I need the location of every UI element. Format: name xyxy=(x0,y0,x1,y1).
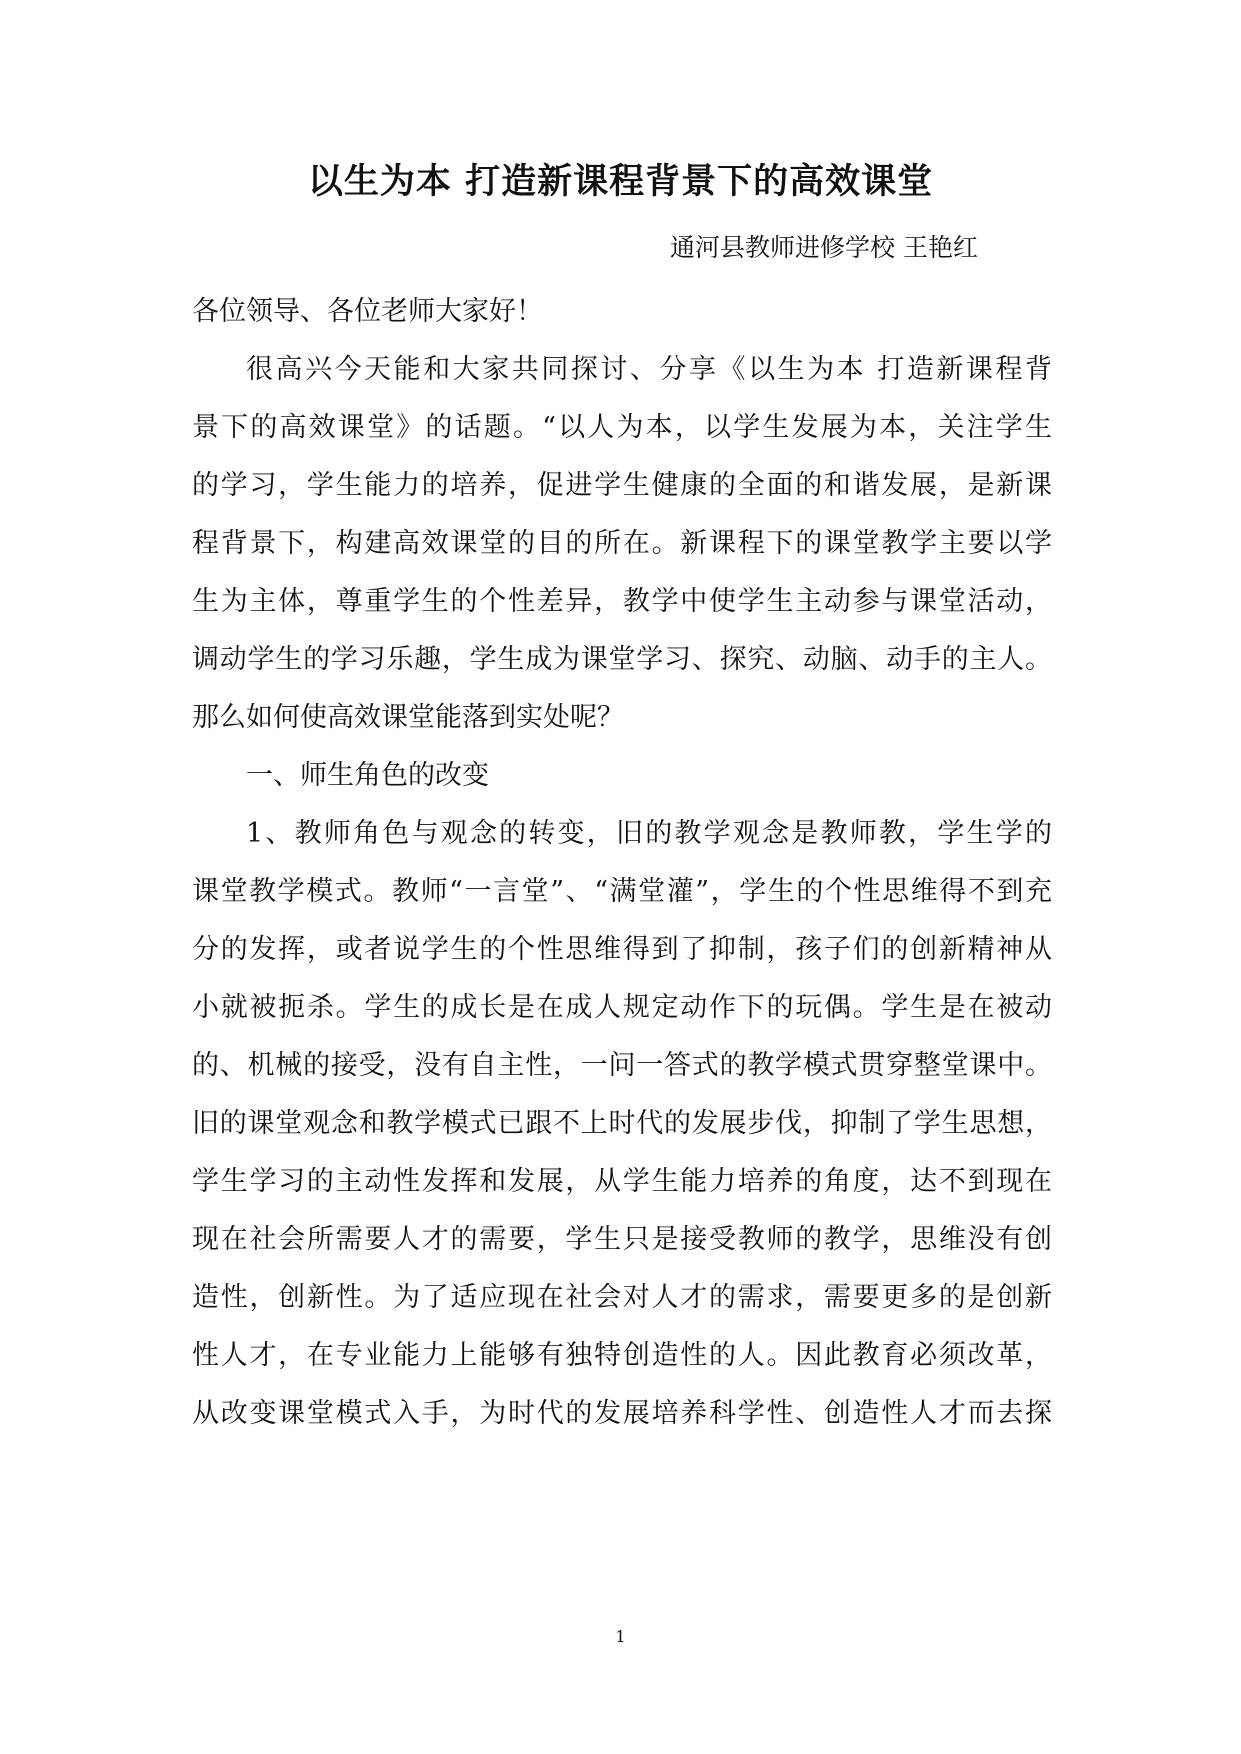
paragraph-line: 现在社会所需要人才的需要，学生只是接受教师的教学，思维没有创 xyxy=(192,1224,1052,1255)
paragraph-line: 调动学生的学习乐趣，学生成为课堂学习、探究、动脑、动手的主人。 xyxy=(192,644,1052,675)
paragraph-line: 的学习，学生能力的培养，促进学生健康的全面的和谐发展，是新课 xyxy=(192,470,1052,501)
section-heading: 一、师生角色的改变 xyxy=(246,760,489,791)
document-title: 以生为本 打造新课程背景下的高效课堂 xyxy=(307,161,934,202)
paragraph-line: 很高兴今天能和大家共同探讨、分享《以生为本 打造新课程背 xyxy=(246,354,1052,385)
paragraph-line: 课堂教学模式。教师“一言堂”、“满堂灌”，学生的个性思维得不到充 xyxy=(192,876,1052,907)
paragraph-line: 分的发挥，或者说学生的个性思维得到了抑制，孩子们的创新精神从 xyxy=(192,934,1052,965)
paragraph-line: 的、机械的接受，没有自主性，一问一答式的教学模式贯穿整堂课中。 xyxy=(192,1050,1052,1081)
author-line: 通河县教师进修学校 王艳红 xyxy=(670,233,978,262)
page-number: 1 xyxy=(615,1627,626,1646)
greeting-line: 各位领导、各位老师大家好！ xyxy=(192,296,543,327)
paragraph-line: 从改变课堂模式入手，为时代的发展培养科学性、创造性人才而去探 xyxy=(192,1398,1052,1429)
paragraph-line: 景下的高效课堂》的话题。“以人为本，以学生发展为本，关注学生 xyxy=(192,412,1052,443)
paragraph-line: 小就被扼杀。学生的成长是在成人规定动作下的玩偶。学生是在被动 xyxy=(192,992,1052,1023)
paragraph-line: 学生学习的主动性发挥和发展，从学生能力培养的角度，达不到现在 xyxy=(192,1166,1052,1197)
paragraph-line: 造性，创新性。为了适应现在社会对人才的需求，需要更多的是创新 xyxy=(192,1282,1052,1313)
paragraph-line: 生为主体，尊重学生的个性差异，教学中使学生主动参与课堂活动， xyxy=(192,586,1052,617)
paragraph-line: 1、教师角色与观念的转变，旧的教学观念是教师教，学生学的 xyxy=(246,818,1052,849)
paragraph-line: 那么如何使高效课堂能落到实处呢？ xyxy=(192,702,624,733)
paragraph-line: 程背景下，构建高效课堂的目的所在。新课程下的课堂教学主要以学 xyxy=(192,528,1052,559)
paragraph-line: 旧的课堂观念和教学模式已跟不上时代的发展步伐，抑制了学生思想， xyxy=(192,1108,1052,1139)
paragraph-line: 性人才，在专业能力上能够有独特创造性的人。因此教育必须改革， xyxy=(192,1340,1052,1371)
